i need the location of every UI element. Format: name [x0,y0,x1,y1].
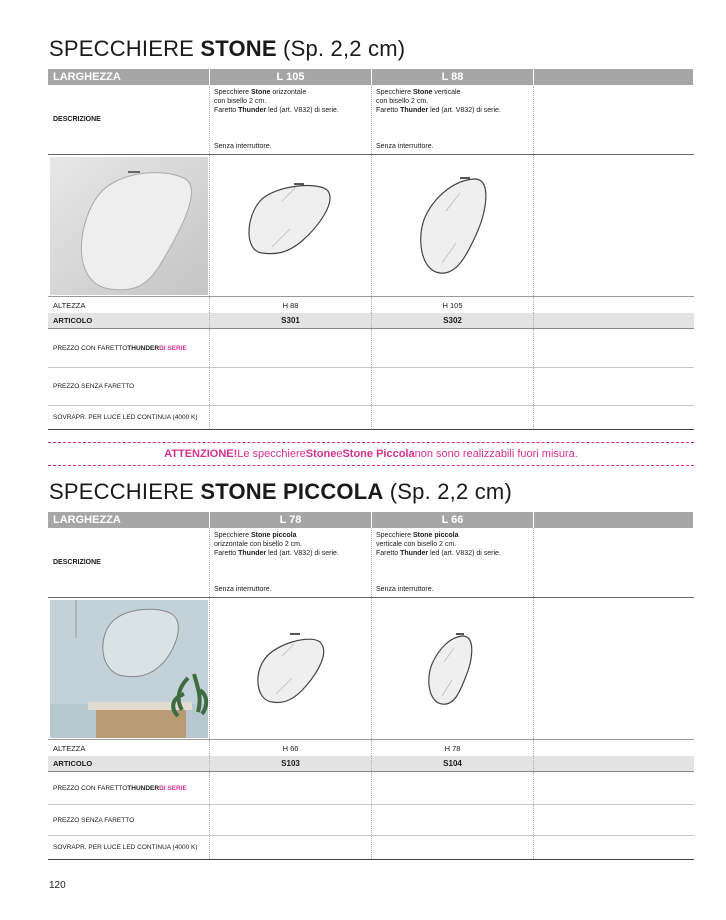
description-label: DESCRIZIONE [48,528,210,597]
height-col1: H 88 [210,297,372,313]
surcharge-label: SOVRAPR. PER LUCE LED CONTINUA (4000 K) [48,836,210,859]
article-label: ARTICOLO [48,756,210,771]
article-col1: S301 [210,313,372,328]
height-label: ALTEZZA [48,740,210,756]
stone-piccola-room-photo [48,598,210,740]
description-label: DESCRIZIONE [48,85,210,154]
height-row [48,297,694,313]
price-with-light-row [48,772,694,805]
price-without-light-label: PREZZO SENZA FARETTO [48,805,210,835]
price-without-light-label: PREZZO SENZA FARETTO [48,368,210,405]
surcharge-label: SOVRAPR. PER LUCE LED CONTINUA (4000 K) [48,406,210,429]
image-row [48,155,694,297]
image-row [48,598,694,740]
switch-note: Senza interruttore. [214,143,272,150]
table-stone-piccola [48,512,694,860]
price-with-light-label: PREZZO CON FARETTO THUNDER DI SERIE [48,772,210,804]
height-col1: H 66 [210,740,372,756]
surcharge-row [48,406,694,430]
switch-note: Senza interruttore. [214,586,272,593]
header-row [48,69,694,85]
description-row [48,85,694,155]
table-stone [48,69,694,430]
width-col1: L 105 [210,69,372,85]
height-col2: H 78 [372,740,534,756]
article-col1: S103 [210,756,372,771]
header-row [48,512,694,528]
description-row [48,528,694,598]
attention-notice: ATTENZIONE! Le specchiere Stone e Stone Piccola non sono realizzabili fuori misura. [48,442,694,466]
switch-note: Senza interruttore. [376,586,434,593]
surcharge-row [48,836,694,860]
stone-room-photo [48,155,210,297]
price-with-light-row [48,329,694,368]
article-col2: S302 [372,313,534,328]
article-col2: S104 [372,756,534,771]
price-without-light-row [48,805,694,836]
article-label: ARTICOLO [48,313,210,328]
section-title-stone-piccola: SPECCHIERE STONE PICCOLA (Sp. 2,2 cm) [49,479,512,504]
description-col2: Specchiere Stone piccola verticale con bisello 2 cm. Faretto Thunder led (art. V832) di serie. [376,532,501,557]
width-col1: L 78 [210,512,372,528]
switch-note: Senza interruttore. [376,143,434,150]
price-without-light-row [48,368,694,406]
article-row [48,756,694,772]
mirror-s104-drawing [372,598,534,740]
mirror-s103-drawing [210,598,372,740]
description-col1: Specchiere Stone orizzontale con bisello 2 cm. Faretto Thunder led (art. V832) di serie. [214,89,339,114]
height-col2: H 105 [372,297,534,313]
mirror-s301-drawing [210,155,372,297]
section-title-stone: SPECCHIERE STONE (Sp. 2,2 cm) [49,36,406,61]
mirror-s302-drawing [372,155,534,297]
article-row [48,313,694,329]
description-col2: Specchiere Stone verticale con bisello 2 cm. Faretto Thunder led (art. V832) di serie. [376,89,501,114]
height-row [48,740,694,756]
width-label: LARGHEZZA [48,512,210,528]
width-col2: L 66 [372,512,534,528]
width-col2: L 88 [372,69,534,85]
price-with-light-label: PREZZO CON FARETTO THUNDER DI SERIE [48,329,210,367]
page-number: 120 [49,880,66,891]
width-label: LARGHEZZA [48,69,210,85]
description-col1: Specchiere Stone piccola orizzontale con bisello 2 cm. Faretto Thunder led (art. V832) di serie. [214,532,339,557]
height-label: ALTEZZA [48,297,210,313]
